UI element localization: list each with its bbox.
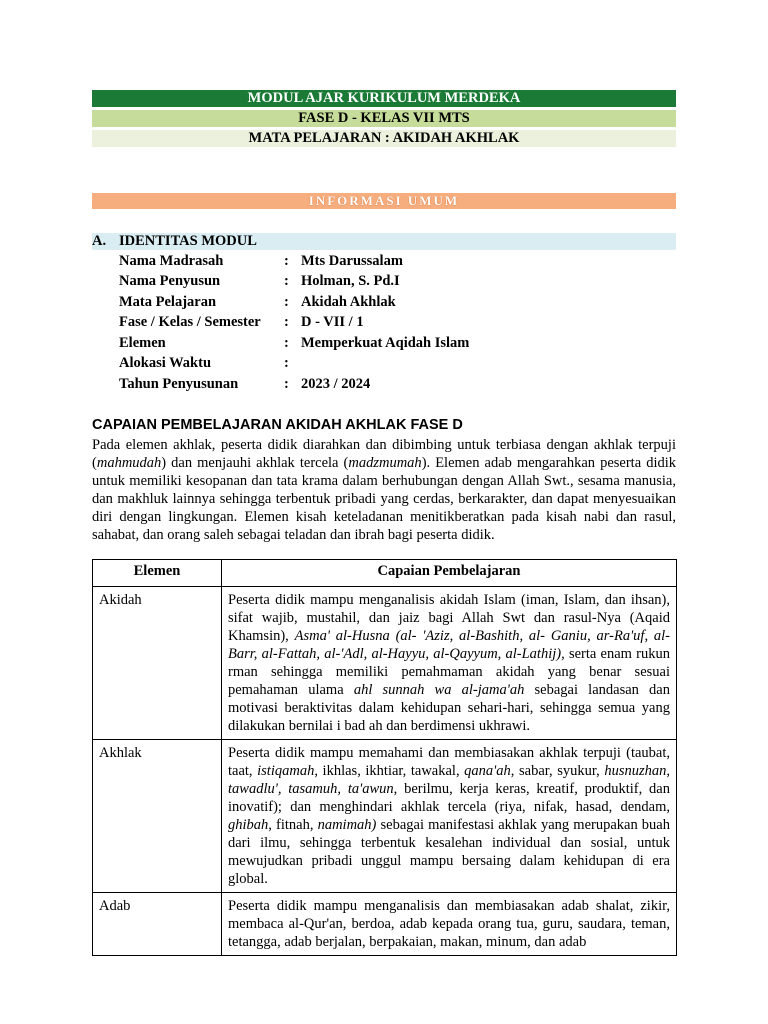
table-row-adab xyxy=(93,893,677,956)
header-elemen: Elemen xyxy=(93,560,222,587)
identitas-label: Nama Madrasah xyxy=(119,253,224,269)
module-title-band: MODUL AJAR KURIKULUM MERDEKA xyxy=(92,90,676,107)
identitas-letter: A. xyxy=(92,233,107,249)
identitas-value: D - VII / 1 xyxy=(301,314,364,330)
para-text: ). Elemen adab mengarahkan peserta didik untuk memiliki kesopanan dan tata krama dalam berhubungan dengan Allah Swt., sesama manusia, dan makhluk lainnya sehingga terbentuk pribadi yang cerdas, berkarakter, dan dapat menyesuaikan diri dengan lingkungan. Elemen kisah keteladanan menitikberatkan pada kisah nabi dan rasul, sahabat, dan orang saleh sebagai teladan dan ibrah bagi peserta didik. xyxy=(92,455,676,543)
cell-italic-term: ghibah xyxy=(228,817,269,833)
identitas-row-elemen xyxy=(119,333,679,353)
para-italic-term: mahmudah xyxy=(96,455,162,471)
cell-text: sebagai landasan dan motivasi beraktivitas dalam kehidupan sehari-hari, sehingga semua yang dilakukan bernilai i bad ah dan berdimensi ukhrawi. xyxy=(228,682,670,734)
identitas-row-fase xyxy=(119,312,679,332)
subject-band: MATA PELAJARAN : AKIDAH AKHLAK xyxy=(92,130,676,147)
cell-text: Peserta didik mampu menganalisis akidah Islam (iman, Islam, dan ihsan), sifat wajib, mustahil, dan jaiz bagi Allah Swt dan rasul-Nya (Aqaid Khamsin), xyxy=(228,592,670,644)
para-text: ) dan menjauhi akhlak tercela ( xyxy=(161,455,349,471)
cell-italic-term: husnuzhan, tawadlu', tasamuh, ta'awun xyxy=(228,763,670,797)
identitas-label: Elemen xyxy=(119,335,166,351)
capaian-paragraph xyxy=(92,436,676,544)
capaian-table xyxy=(92,559,677,956)
identitas-label: Nama Penyusun xyxy=(119,273,221,289)
identitas-value: 2023 / 2024 xyxy=(301,376,371,392)
cell-text: , ikhlas, ikhtiar, tawakal, xyxy=(314,763,465,779)
cell-text: Peserta didik mampu memahami dan membiasakan akhlak terpuji (taubat, taat, xyxy=(228,745,670,779)
capaian-title: CAPAIAN PEMBELAJARAN AKIDAH AKHLAK FASE D xyxy=(92,417,463,433)
phase-band: FASE D - KELAS VII MTS xyxy=(92,110,676,127)
section-band-informasi-umum: INFORMASI UMUM xyxy=(92,193,676,209)
identitas-value: Mts Darussalam xyxy=(301,253,403,269)
identitas-row-madrasah xyxy=(119,251,679,271)
cell-text: sebagai manifestasi akhlak yang merupakan buah dari ilmu, sehingga terbentuk kesalehan individual dan sosial, untuk mewujudkan pribadi unggul mampu bersaing dalam kehidupan di era global. xyxy=(228,817,670,887)
cell-text: , sabar, syukur, xyxy=(510,763,605,779)
capaian-cell xyxy=(222,587,677,740)
capaian-cell xyxy=(222,740,677,893)
identitas-colon: : xyxy=(284,355,289,371)
table-row-akidah xyxy=(93,587,677,740)
identitas-heading xyxy=(92,233,676,250)
cell-text: , fitnah, xyxy=(268,817,318,833)
identitas-value: Holman, S. Pd.I xyxy=(301,273,400,289)
identitas-label: Fase / Kelas / Semester xyxy=(119,314,261,330)
identitas-row-penyusun xyxy=(119,271,679,291)
para-text: Pada elemen akhlak, peserta didik diarahkan dan dibimbing untuk terbiasa dengan akhlak terpuji ( xyxy=(92,437,676,471)
identitas-colon: : xyxy=(284,376,289,392)
identitas-label: Tahun Penyusunan xyxy=(119,376,239,392)
elemen-cell: Akidah xyxy=(93,587,222,740)
cell-italic-term: ahl sunnah wa al-jama'ah xyxy=(353,682,525,698)
capaian-cell: Peserta didik mampu menganalisis dan membiasakan adab shalat, zikir, membaca al-Qur'an, berdoa, adab kepada orang tua, guru, saudara, teman, tetangga, adab berjalan, berpakaian, makan, minum, dan adab xyxy=(222,893,677,956)
identitas-label: Mata Pelajaran xyxy=(119,294,217,310)
identitas-colon: : xyxy=(284,253,289,269)
identitas-value: Memperkuat Aqidah Islam xyxy=(301,335,470,351)
identitas-row-mapel xyxy=(119,292,679,312)
identitas-row-alokasi xyxy=(119,353,679,373)
cell-italic-term: istiqamah xyxy=(257,763,315,779)
identitas-colon: : xyxy=(284,273,289,289)
cell-text: serta enam rukun rman sehingga memiliki pemahmaman akidah yang benar sesuai pemahaman ulama xyxy=(228,646,671,698)
elemen-cell: Adab xyxy=(93,893,222,956)
cell-italic-term: Asma' al-Husna (al- 'Aziz, al-Bashith, al- Ganiu, ar-Ra'uf, al-Barr, al-Fattah, al-'Adl, al-Hayyu, al-Qayyum, al-Lathij), xyxy=(228,628,670,662)
identitas-colon: : xyxy=(284,314,289,330)
header-capaian: Capaian Pembelajaran xyxy=(222,560,677,587)
identitas-colon: : xyxy=(284,335,289,351)
cell-italic-term: qana'ah xyxy=(464,763,511,779)
identitas-colon: : xyxy=(284,294,289,310)
identitas-heading-text: IDENTITAS MODUL xyxy=(119,233,257,249)
elemen-cell: Akhlak xyxy=(93,740,222,893)
para-italic-term: madzmumah xyxy=(348,455,422,471)
cell-text: , berilmu, kerja keras, kreatif, produktif, dan inovatif); dan menghindari akhlak tercela (riya, nifak, hasad, dendam, xyxy=(228,781,670,815)
cell-italic-term: namimah) xyxy=(317,817,377,833)
identitas-row-tahun xyxy=(119,374,679,394)
identitas-label: Alokasi Waktu xyxy=(119,355,212,371)
table-row-akhlak xyxy=(93,740,677,893)
table-header-row xyxy=(93,560,677,587)
identitas-value: Akidah Akhlak xyxy=(301,294,396,310)
